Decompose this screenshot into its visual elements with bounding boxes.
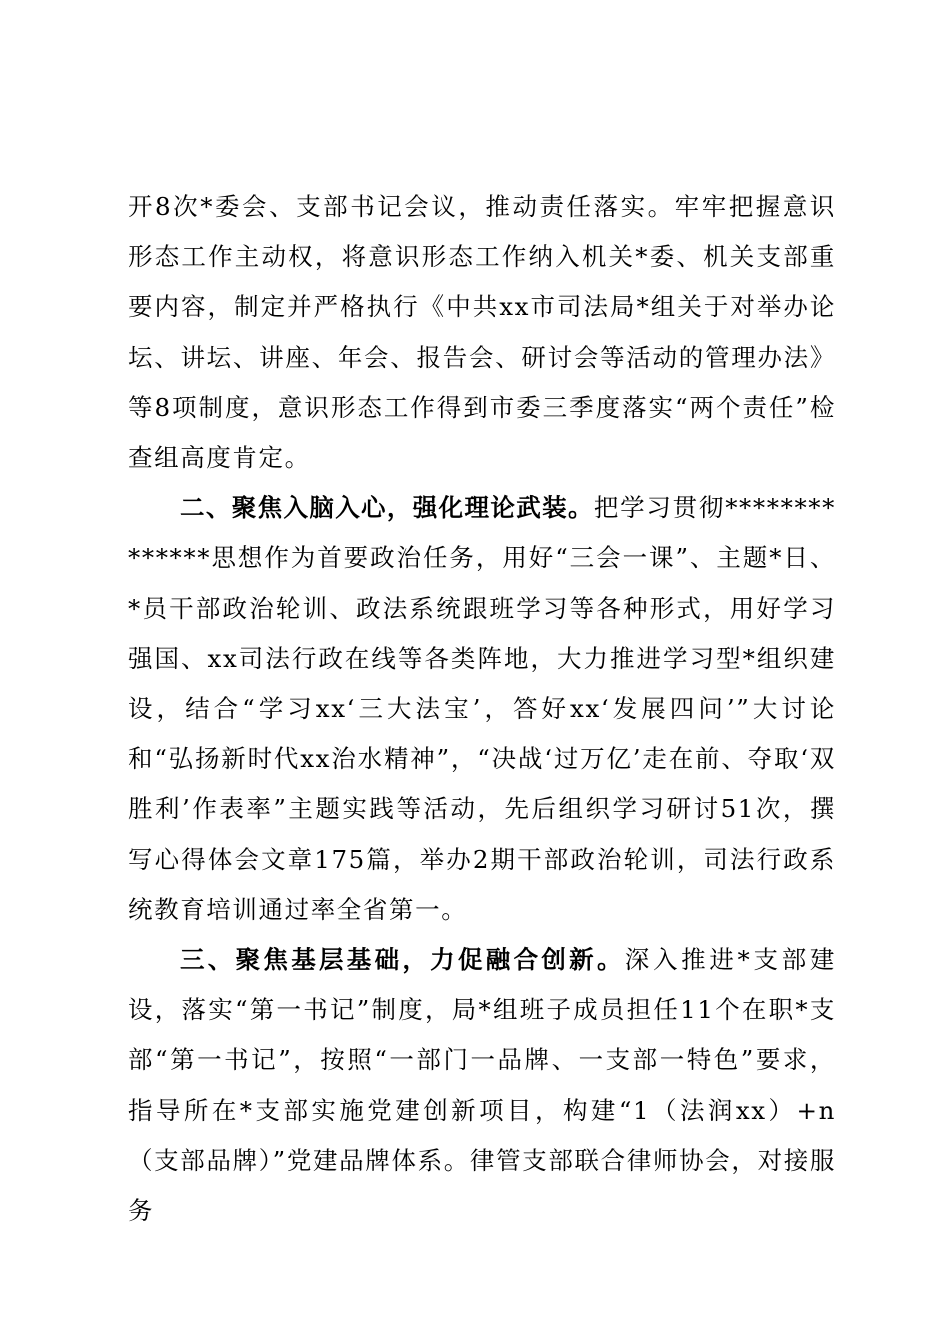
paragraph-2-heading: 二、聚焦入脑入心，强化理论武装。	[180, 493, 594, 523]
document-body	[128, 182, 836, 1236]
paragraph-3	[128, 935, 836, 1236]
paragraph-3-heading: 三、聚焦基层基础，力促融合创新。	[180, 945, 625, 975]
paragraph-2-text: 把学习贯彻**************思想作为首要政治任务，用好“三会一课”、主题*日、*员干部政治轮训、政法系统跟班学习等各种形式，用好学习强国、xx司法行政在线等各类阵地，大力推进学习型*组织建设，结合“学习xx‘三大法宝’，答好xx‘发展四问’”大讨论和“弘扬新时代xx治水精神”，“决战‘过万亿’走在前、夺取‘双胜利’作表率”主题实践等活动，先后组织学习研讨51次，撰写心得体会文章175篇，举办2期干部政治轮训，司法行政系统教育培训通过率全省第一。	[128, 493, 836, 924]
paragraph-1	[128, 182, 836, 483]
paragraph-1-text: 开8次*委会、支部书记会议，推动责任落实。牢牢把握意识形态工作主动权，将意识形态工作纳入机关*委、机关支部重要内容，制定并严格执行《中共xx市司法局*组关于对举办论坛、讲坛、讲座、年会、报告会、研讨会等活动的管理办法》等8项制度，意识形态工作得到市委三季度落实“两个责任”检查组高度肯定。	[128, 192, 836, 473]
paragraph-3-text: 深入推进*支部建设，落实“第一书记”制度，局*组班子成员担任11个在职*支部“第一书记”，按照“一部门一品牌、一支部一特色”要求，指导所在*支部实施党建创新项目，构建“1（法润xx）+n（支部品牌）”党建品牌体系。律管支部联合律师协会，对接服务	[128, 945, 836, 1226]
paragraph-2	[128, 483, 836, 935]
